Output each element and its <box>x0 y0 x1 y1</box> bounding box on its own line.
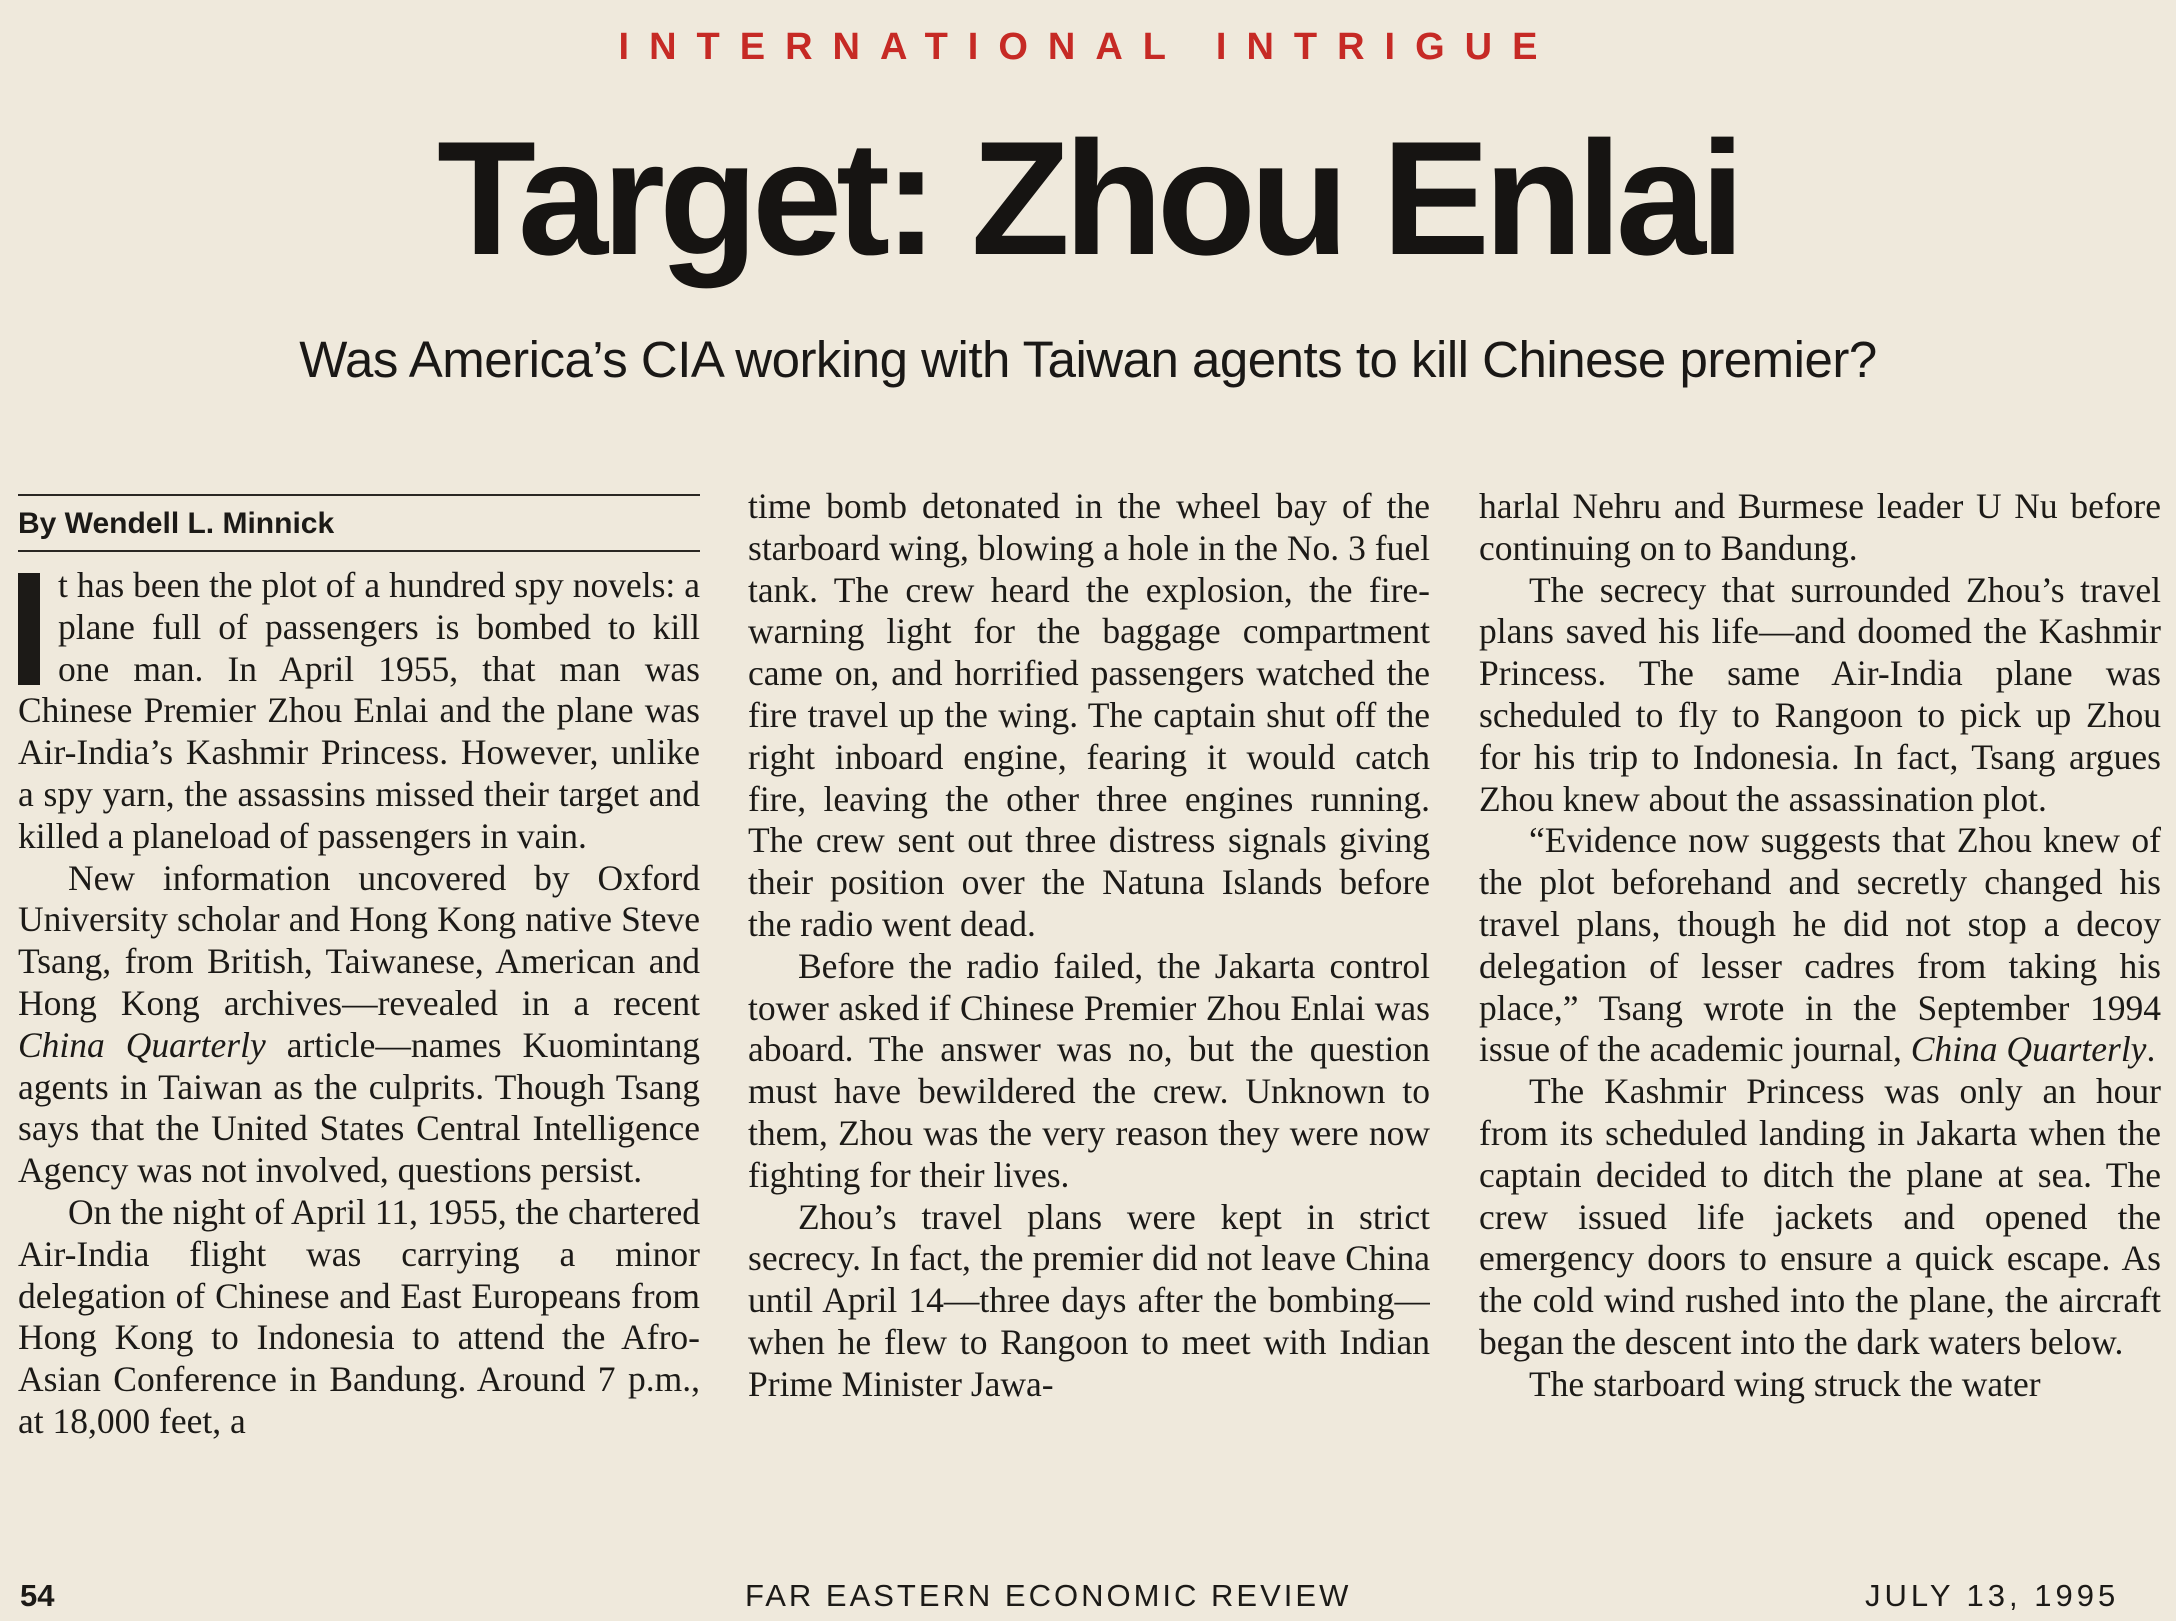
page-number: 54 <box>20 1578 55 1613</box>
paragraph-1 <box>18 565 700 858</box>
paragraph-5: Zhou’s travel plans were kept in strict secrecy. In fact, the premier did not leave China until April 14—three days after the bombing—when he flew to Rangoon to meet with Indian Prime Minister Jawa- <box>748 1196 1430 1404</box>
paragraph-3: On the night of April 11, 1955, the chartered Air-India flight was carrying a minor delegation of Chinese and East Europeans from Hong Kong to Indonesia to attend the Afro-Asian Conference in Bandung. Around 7 p.m., at 18,000 feet, a <box>18 1191 700 1441</box>
paragraph-4: Before the radio failed, the Jakarta control tower asked if Chinese Premier Zhou Enlai was aboard. The answer was no, but the question must have bewildered the crew. Unknown to them, Zhou was the very reason they were now fighting for their lives. <box>748 945 1430 1195</box>
paragraph-8: The Kashmir Princess was only an hour from its scheduled landing in Jakarta when the captain decided to ditch the plane at sea. The crew issued life jackets and opened the emergency doors to ensure a quick escape. As the cold wind rushed into the plane, the aircraft began the descent into the dark waters below. <box>1479 1071 2161 1362</box>
article-column-3 <box>1479 486 2161 1522</box>
journal-title: China Quarterly <box>18 1024 266 1065</box>
issue-date: JULY 13, 1995 <box>1865 1578 2120 1613</box>
journal-title: China Quarterly <box>1910 1029 2147 1070</box>
paragraph-3-continued: time bomb detonated in the wheel bay of the starboard wing, blowing a hole in the No. 3 fuel tank. The crew heard the explosion, the fire-warning light for the baggage compartment came on, and horrified passengers watched the fire travel up the wing. The captain shut off the right inboard engine, fearing it would catch fire, leaving the other three engines running. The crew sent out three distress signals giving their position over the Natuna Islands before the radio went dead. <box>748 486 1430 944</box>
publication-name: FAR EASTERN ECONOMIC REVIEW <box>745 1578 1352 1613</box>
article-column-1 <box>18 565 700 1522</box>
byline-top-rule <box>18 494 700 496</box>
section-kicker: INTERNATIONAL INTRIGUE <box>618 26 1558 68</box>
paragraph-9: The starboard wing struck the water <box>1529 1363 2041 1404</box>
byline: By Wendell L. Minnick <box>18 507 335 540</box>
paragraph-1-text: t has been the plot of a hundred spy novels: a plane full of passengers is bombed to kill one man. In April 1955, that man was Chinese Premier Zhou Enlai and the plane was Air-India’s Kashmir Princess. However, unlike a spy yarn, the assassins missed their target and killed a planeload of passengers in vain. <box>18 565 700 856</box>
paragraph-7: “Evidence now suggests that Zhou knew of the plot beforehand and secretly changed his travel plans, though he did not stop a decoy delegation of lesser cadres from taking his place,” Tsang wrote in the September 1994 issue of the academic journal, China Quarterly. <box>1479 820 2161 1070</box>
paragraph-2: New information uncovered by Oxford University scholar and Hong Kong native Steve Tsang, from British, Taiwanese, American and Hong Kong archives—revealed in a recent China Quarterly article—names Kuomintang agents in Taiwan as the culprits. Though Tsang says that the United States Central Intelligence Agency was not involved, questions persist. <box>18 857 700 1191</box>
deck-subheadline: Was America’s CIA working with Taiwan agents to kill Chinese premier? <box>299 331 1877 388</box>
paragraph-6: The secrecy that surrounded Zhou’s travel plans saved his life—and doomed the Kashmir Princess. The same Air-India plane was scheduled to fly to Rangoon to pick up Zhou for his trip to Indonesia. In fact, Tsang argues Zhou knew about the assassination plot. <box>1479 569 2161 819</box>
headline: Target: Zhou Enlai <box>437 108 1739 289</box>
paragraph-5-continued: harlal Nehru and Burmese leader U Nu before continuing on to Bandung. <box>1479 486 2161 568</box>
byline-bottom-rule <box>18 550 700 552</box>
page-footer <box>0 1578 2176 1618</box>
drop-cap <box>18 573 40 685</box>
article-column-2 <box>748 486 1430 1522</box>
